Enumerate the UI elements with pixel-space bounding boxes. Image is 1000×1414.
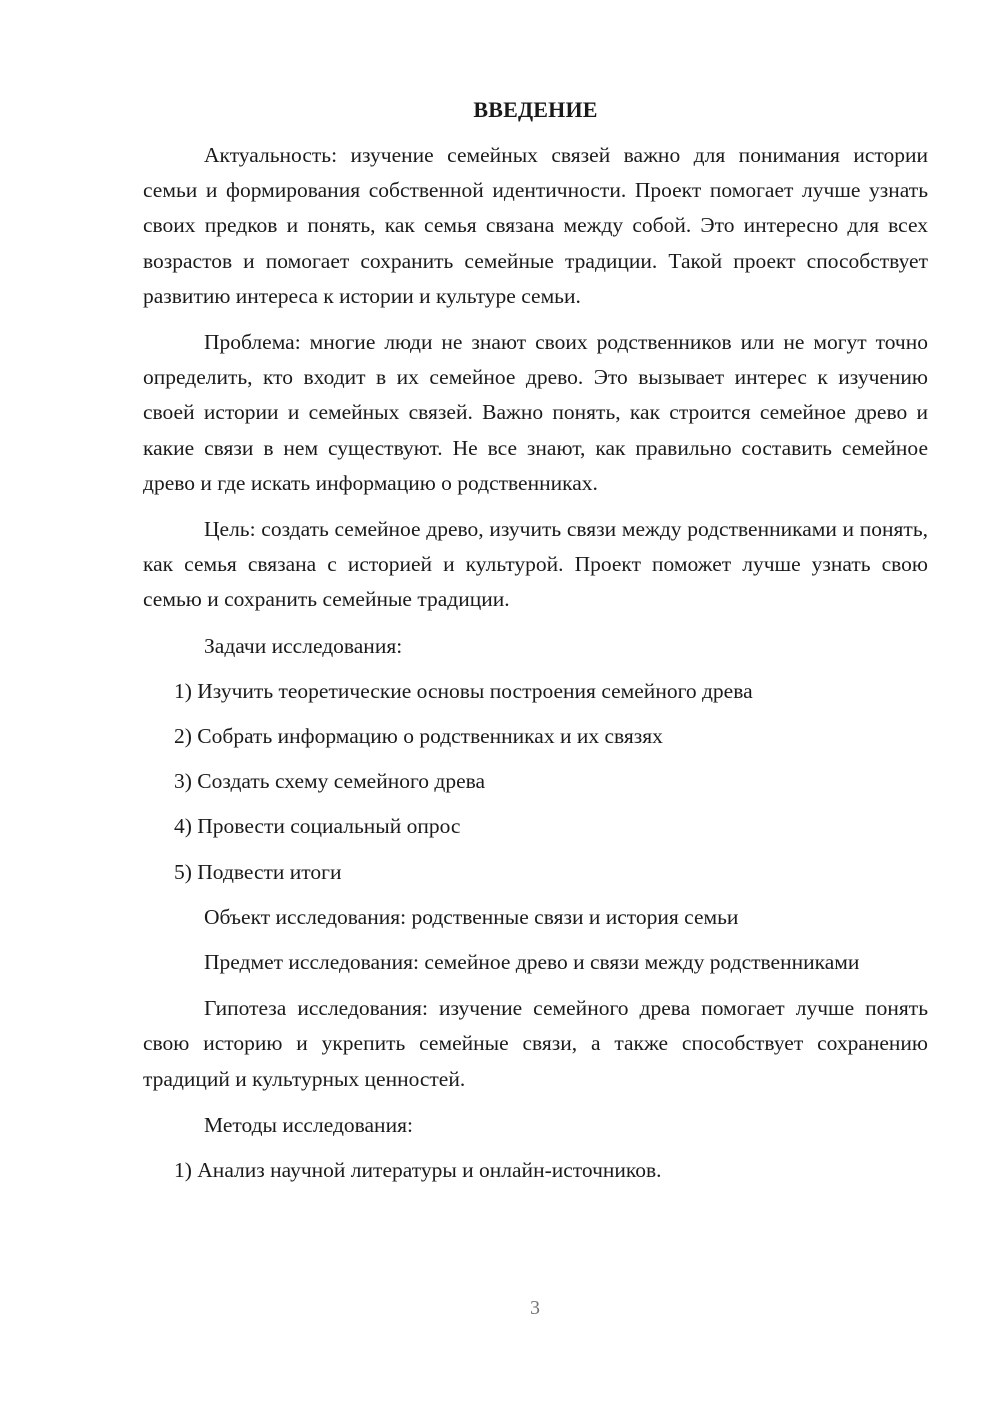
method-item: 1) Анализ научной литературы и онлайн-источников. — [174, 1158, 662, 1183]
object-line: Объект исследования: родственные связи и история семьи — [204, 904, 739, 929]
task-item: 2) Собрать информацию о родственниках и их связях — [174, 724, 663, 749]
task-item: 5) Подвести итоги — [174, 859, 342, 884]
document-page — [143, 92, 928, 1198]
subject-paragraph: Предмет исследования: семейное древо и связи между родственниками — [204, 950, 860, 975]
hypothesis-paragraph: Гипотеза исследования: изучение семейного древа помогает лучше понять свою историю и укрепить семейные связи, а также способствует сохранению традиций и культурных ценностей. — [143, 996, 928, 1091]
tasks-heading: Задачи исследования: — [204, 633, 403, 658]
task-item: 3) Создать схему семейного древа — [174, 769, 486, 794]
section-title: ВВЕДЕНИЕ — [473, 97, 598, 122]
task-item: 1) Изучить теоретические основы построения семейного древа — [174, 678, 753, 703]
goal-paragraph: Цель: создать семейное древо, изучить связи между родственниками и понять, как семья связана с историей и культурой. Проект поможет лучше узнать свою семью и сохранить семейные традиции. — [143, 517, 928, 612]
task-item: 4) Провести социальный опрос — [174, 814, 461, 839]
relevance-paragraph: Актуальность: изучение семейных связей важно для понимания истории семьи и формирования собственной идентичности. Проект помогает лучше узнать своих предков и понять, как семья связана между собой. Это интересно для всех возрастов и помогает сохранить семейные традиции. Такой проект способствует развитию интереса к истории и культуре семьи. — [143, 143, 928, 308]
problem-paragraph: Проблема: многие люди не знают своих родственников или не могут точно определить, кто входит в их семейное древо. Это вызывает интерес к изучению своей истории и семейных связей. Важно понять, как строится семейное древо и какие связи в нем существуют. Не все знают, как правильно составить семейное древо и где искать информацию о родственниках. — [143, 330, 928, 495]
page-number: 3 — [530, 1297, 540, 1319]
methods-heading: Методы исследования: — [204, 1112, 413, 1137]
